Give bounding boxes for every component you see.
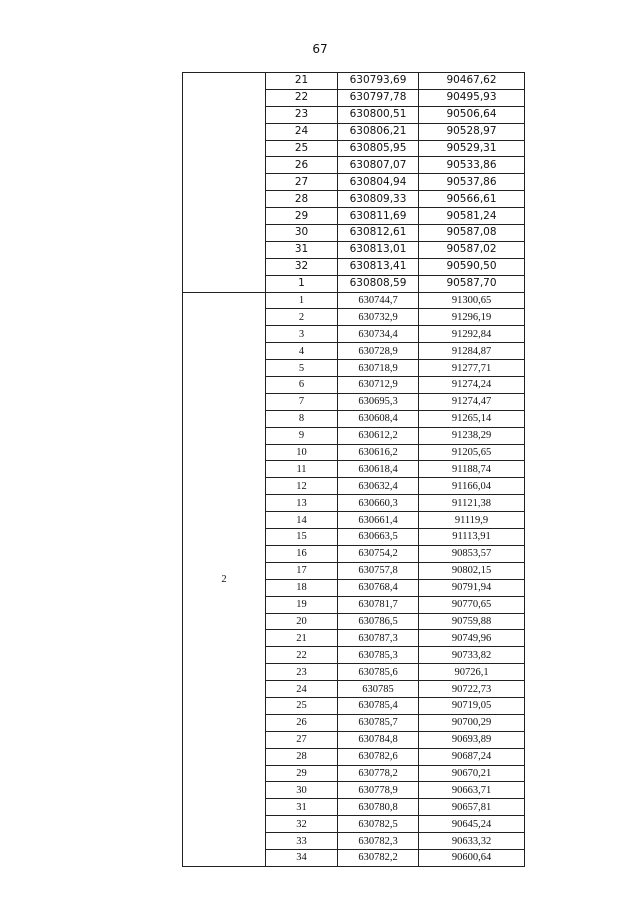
x-coordinate-cell: 630782,5	[338, 816, 419, 833]
y-coordinate-cell: 91274,24	[419, 377, 525, 394]
x-coordinate-cell: 630781,7	[338, 596, 419, 613]
x-coordinate-cell: 630616,2	[338, 444, 419, 461]
point-number-cell: 31	[266, 799, 338, 816]
x-coordinate-cell: 630608,4	[338, 410, 419, 427]
point-number-cell: 5	[266, 360, 338, 377]
x-coordinate-cell: 630784,8	[338, 731, 419, 748]
x-coordinate-cell: 630768,4	[338, 579, 419, 596]
x-coordinate-cell: 630804,94	[338, 174, 419, 191]
coordinates-table	[182, 72, 525, 867]
x-coordinate-cell: 630712,9	[338, 377, 419, 394]
y-coordinate-cell: 90533,86	[419, 157, 525, 174]
x-coordinate-cell: 630782,2	[338, 849, 419, 866]
y-coordinate-cell: 90791,94	[419, 579, 525, 596]
point-number-cell: 22	[266, 647, 338, 664]
x-coordinate-cell: 630806,21	[338, 123, 419, 140]
x-coordinate-cell: 630778,2	[338, 765, 419, 782]
point-number-cell: 26	[266, 714, 338, 731]
x-coordinate-cell: 630660,3	[338, 495, 419, 512]
x-coordinate-cell: 630732,9	[338, 309, 419, 326]
point-number-cell: 31	[266, 241, 338, 258]
y-coordinate-cell: 91296,19	[419, 309, 525, 326]
x-coordinate-cell: 630785,6	[338, 664, 419, 681]
y-coordinate-cell: 91121,38	[419, 495, 525, 512]
x-coordinate-cell: 630782,3	[338, 833, 419, 850]
y-coordinate-cell: 91292,84	[419, 326, 525, 343]
x-coordinate-cell: 630813,41	[338, 258, 419, 275]
x-coordinate-cell: 630785,4	[338, 697, 419, 714]
y-coordinate-cell: 90663,71	[419, 782, 525, 799]
y-coordinate-cell: 90693,89	[419, 731, 525, 748]
point-number-cell: 25	[266, 697, 338, 714]
y-coordinate-cell: 90600,64	[419, 849, 525, 866]
x-coordinate-cell: 630718,9	[338, 360, 419, 377]
y-coordinate-cell: 90587,02	[419, 241, 525, 258]
x-coordinate-cell: 630809,33	[338, 191, 419, 208]
x-coordinate-cell: 630805,95	[338, 140, 419, 157]
y-coordinate-cell: 91113,91	[419, 529, 525, 546]
point-number-cell: 10	[266, 444, 338, 461]
y-coordinate-cell: 90590,50	[419, 258, 525, 275]
point-number-cell: 1	[266, 275, 338, 292]
y-coordinate-cell: 91284,87	[419, 343, 525, 360]
page-number: 67	[312, 42, 328, 56]
y-coordinate-cell: 91265,14	[419, 410, 525, 427]
x-coordinate-cell: 630695,3	[338, 393, 419, 410]
y-coordinate-cell: 90853,57	[419, 545, 525, 562]
x-coordinate-cell: 630612,2	[338, 427, 419, 444]
y-coordinate-cell: 91188,74	[419, 461, 525, 478]
y-coordinate-cell: 90726,1	[419, 664, 525, 681]
point-number-cell: 23	[266, 664, 338, 681]
point-number-cell: 11	[266, 461, 338, 478]
point-number-cell: 27	[266, 174, 338, 191]
x-coordinate-cell: 630632,4	[338, 478, 419, 495]
x-coordinate-cell: 630780,8	[338, 799, 419, 816]
point-number-cell: 28	[266, 748, 338, 765]
y-coordinate-cell: 91238,29	[419, 427, 525, 444]
group-label-cell	[183, 73, 266, 293]
y-coordinate-cell: 90802,15	[419, 562, 525, 579]
y-coordinate-cell: 90528,97	[419, 123, 525, 140]
y-coordinate-cell: 90700,29	[419, 714, 525, 731]
y-coordinate-cell: 91300,65	[419, 292, 525, 309]
y-coordinate-cell: 90645,24	[419, 816, 525, 833]
point-number-cell: 6	[266, 377, 338, 394]
x-coordinate-cell: 630728,9	[338, 343, 419, 360]
point-number-cell: 29	[266, 765, 338, 782]
point-number-cell: 21	[266, 73, 338, 90]
y-coordinate-cell: 90566,61	[419, 191, 525, 208]
x-coordinate-cell: 630793,69	[338, 73, 419, 90]
x-coordinate-cell: 630785,7	[338, 714, 419, 731]
x-coordinate-cell: 630808,59	[338, 275, 419, 292]
point-number-cell: 8	[266, 410, 338, 427]
y-coordinate-cell: 90587,70	[419, 275, 525, 292]
y-coordinate-cell: 90587,08	[419, 225, 525, 242]
x-coordinate-cell: 630787,3	[338, 630, 419, 647]
x-coordinate-cell: 630811,69	[338, 208, 419, 225]
y-coordinate-cell: 90733,82	[419, 647, 525, 664]
point-number-cell: 32	[266, 258, 338, 275]
x-coordinate-cell: 630754,2	[338, 545, 419, 562]
y-coordinate-cell: 91166,04	[419, 478, 525, 495]
point-number-cell: 18	[266, 579, 338, 596]
y-coordinate-cell: 91205,65	[419, 444, 525, 461]
x-coordinate-cell: 630800,51	[338, 106, 419, 123]
x-coordinate-cell: 630618,4	[338, 461, 419, 478]
x-coordinate-cell: 630757,8	[338, 562, 419, 579]
point-number-cell: 7	[266, 393, 338, 410]
y-coordinate-cell: 90670,21	[419, 765, 525, 782]
point-number-cell: 9	[266, 427, 338, 444]
point-number-cell: 34	[266, 849, 338, 866]
x-coordinate-cell: 630813,01	[338, 241, 419, 258]
group-label-cell: 2	[183, 292, 266, 866]
x-coordinate-cell: 630797,78	[338, 89, 419, 106]
point-number-cell: 27	[266, 731, 338, 748]
y-coordinate-cell: 90467,62	[419, 73, 525, 90]
x-coordinate-cell: 630782,6	[338, 748, 419, 765]
x-coordinate-cell: 630785	[338, 681, 419, 698]
y-coordinate-cell: 90722,73	[419, 681, 525, 698]
x-coordinate-cell: 630812,61	[338, 225, 419, 242]
y-coordinate-cell: 90495,93	[419, 89, 525, 106]
point-number-cell: 16	[266, 545, 338, 562]
table-row	[183, 292, 525, 309]
y-coordinate-cell: 90719,05	[419, 697, 525, 714]
table-row	[183, 73, 525, 90]
table-group	[183, 292, 525, 866]
point-number-cell: 20	[266, 613, 338, 630]
point-number-cell: 14	[266, 512, 338, 529]
point-number-cell: 19	[266, 596, 338, 613]
point-number-cell: 3	[266, 326, 338, 343]
point-number-cell: 15	[266, 529, 338, 546]
point-number-cell: 26	[266, 157, 338, 174]
y-coordinate-cell: 90657,81	[419, 799, 525, 816]
y-coordinate-cell: 90749,96	[419, 630, 525, 647]
point-number-cell: 24	[266, 681, 338, 698]
point-number-cell: 24	[266, 123, 338, 140]
y-coordinate-cell: 90759,88	[419, 613, 525, 630]
y-coordinate-cell: 91277,71	[419, 360, 525, 377]
point-number-cell: 1	[266, 292, 338, 309]
x-coordinate-cell: 630663,5	[338, 529, 419, 546]
x-coordinate-cell: 630661,4	[338, 512, 419, 529]
table-group	[183, 73, 525, 293]
point-number-cell: 2	[266, 309, 338, 326]
point-number-cell: 13	[266, 495, 338, 512]
y-coordinate-cell: 90529,31	[419, 140, 525, 157]
y-coordinate-cell: 91119,9	[419, 512, 525, 529]
point-number-cell: 17	[266, 562, 338, 579]
point-number-cell: 30	[266, 225, 338, 242]
x-coordinate-cell: 630786,5	[338, 613, 419, 630]
point-number-cell: 30	[266, 782, 338, 799]
point-number-cell: 4	[266, 343, 338, 360]
y-coordinate-cell: 90687,24	[419, 748, 525, 765]
x-coordinate-cell: 630785,3	[338, 647, 419, 664]
x-coordinate-cell: 630807,07	[338, 157, 419, 174]
point-number-cell: 21	[266, 630, 338, 647]
point-number-cell: 23	[266, 106, 338, 123]
y-coordinate-cell: 90633,32	[419, 833, 525, 850]
point-number-cell: 12	[266, 478, 338, 495]
point-number-cell: 29	[266, 208, 338, 225]
point-number-cell: 22	[266, 89, 338, 106]
x-coordinate-cell: 630734,4	[338, 326, 419, 343]
point-number-cell: 33	[266, 833, 338, 850]
point-number-cell: 32	[266, 816, 338, 833]
y-coordinate-cell: 90770,65	[419, 596, 525, 613]
y-coordinate-cell: 90581,24	[419, 208, 525, 225]
point-number-cell: 28	[266, 191, 338, 208]
x-coordinate-cell: 630778,9	[338, 782, 419, 799]
y-coordinate-cell: 91274,47	[419, 393, 525, 410]
x-coordinate-cell: 630744,7	[338, 292, 419, 309]
point-number-cell: 25	[266, 140, 338, 157]
y-coordinate-cell: 90506,64	[419, 106, 525, 123]
y-coordinate-cell: 90537,86	[419, 174, 525, 191]
